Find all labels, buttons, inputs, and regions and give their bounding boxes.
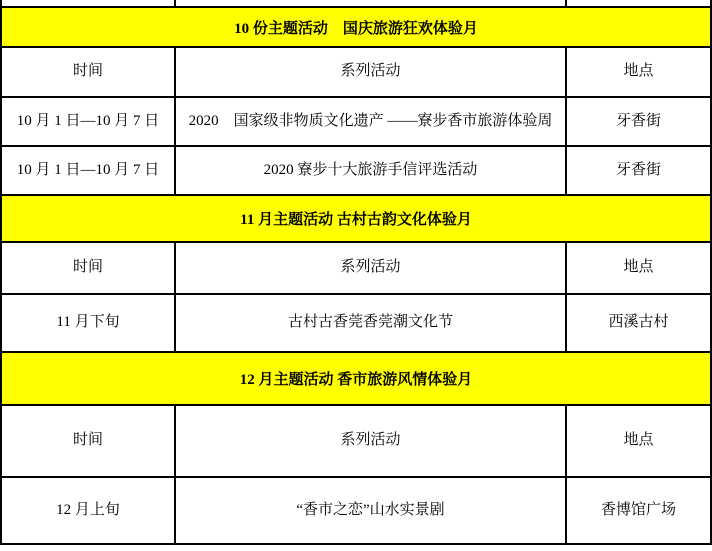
column-header-activity: 系列活动 — [176, 406, 567, 476]
section-title-row-december — [2, 353, 710, 406]
section-title-row-november — [2, 196, 710, 243]
column-header-time: 时间 — [2, 48, 176, 96]
time-cell: 12 月上旬 — [2, 478, 176, 543]
table-row — [2, 478, 710, 545]
column-header-time: 时间 — [2, 243, 176, 293]
location-cell: 牙香街 — [567, 98, 710, 145]
table-row — [2, 147, 710, 196]
time-cell: 10 月 1 日—10 月 7 日 — [2, 98, 176, 145]
section-title-row-october — [2, 8, 710, 48]
location-cell: 牙香街 — [567, 147, 710, 194]
activity-cell: “香市之恋”山水实景剧 — [176, 478, 567, 543]
activity-cell: 2020 寮步十大旅游手信评选活动 — [176, 147, 567, 194]
cutoff-row — [2, 0, 710, 8]
cutoff-cell — [2, 0, 176, 6]
table-header-row — [2, 48, 710, 98]
section-title: 12 月主题活动 香市旅游风情体验月 — [239, 372, 473, 388]
activity-cell: 古村古香莞香莞潮文化节 — [176, 295, 567, 351]
time-cell: 11 月下旬 — [2, 295, 176, 351]
section-title: 10 份主题活动 国庆旅游狂欢体验月 — [234, 20, 478, 37]
time-cell: 10 月 1 日—10 月 7 日 — [2, 147, 176, 194]
cutoff-cell — [567, 0, 710, 6]
location-cell: 香博馆广场 — [567, 478, 710, 543]
section-title: 11 月主题活动 古村古韵文化体验月 — [240, 212, 472, 228]
column-header-activity: 系列活动 — [176, 48, 567, 96]
activity-cell: 2020 国家级非物质文化遗产 ——寮步香市旅游体验周 — [176, 98, 567, 145]
column-header-activity: 系列活动 — [176, 243, 567, 293]
cutoff-cell — [176, 0, 567, 6]
column-header-time: 时间 — [2, 406, 176, 476]
table-row — [2, 295, 710, 353]
location-cell: 西溪古村 — [567, 295, 710, 351]
column-header-location: 地点 — [567, 406, 710, 476]
column-header-location: 地点 — [567, 48, 710, 96]
table-row — [2, 98, 710, 147]
table-header-row — [2, 243, 710, 295]
table-header-row — [2, 406, 710, 478]
column-header-location: 地点 — [567, 243, 710, 293]
